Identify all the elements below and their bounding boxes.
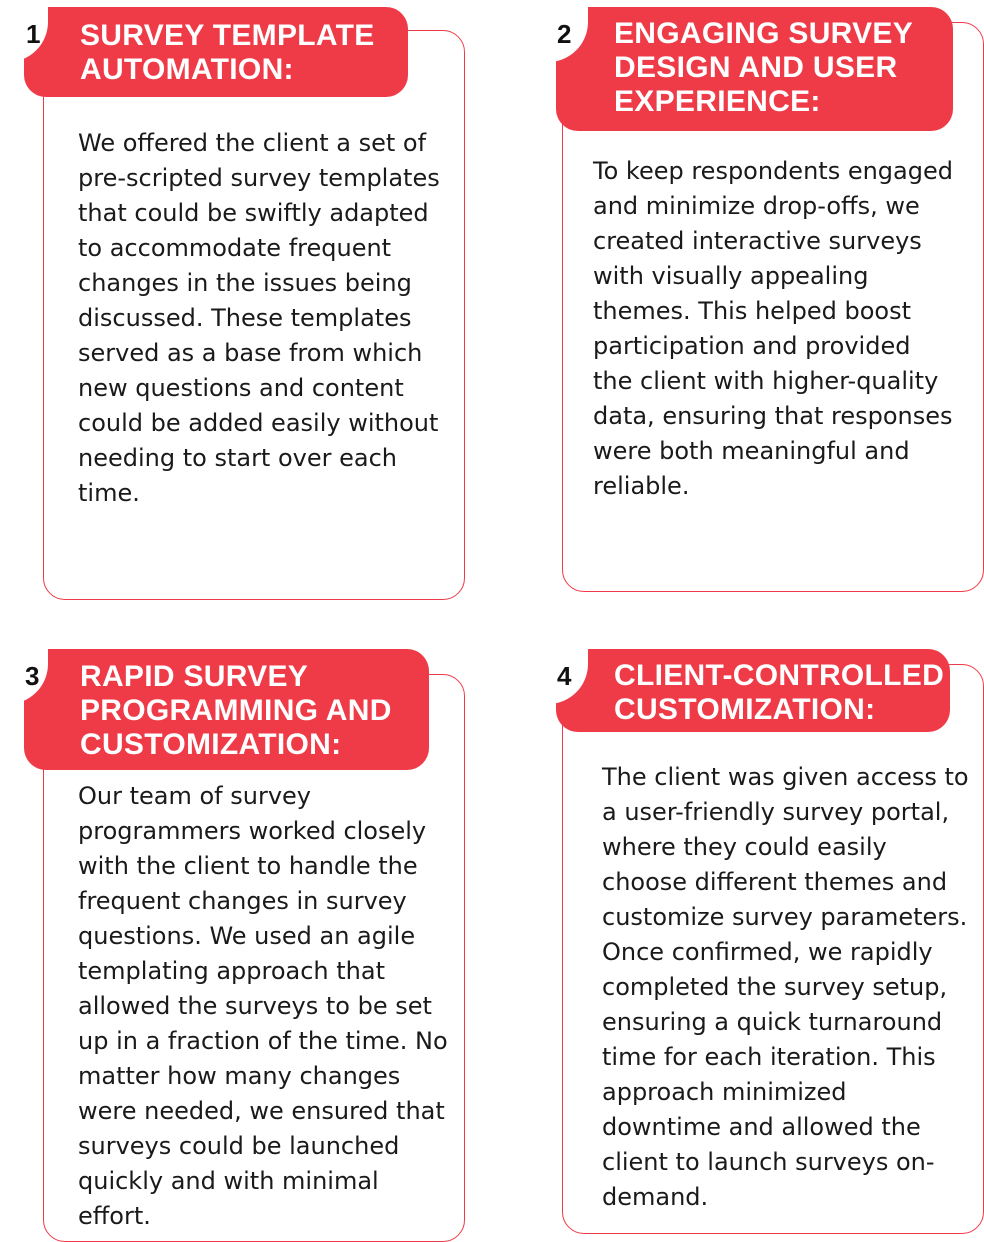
card-3-title: RAPID SURVEY PROGRAMMING AND CUSTOMIZATION: bbox=[80, 660, 392, 761]
card-3-number: 3 bbox=[25, 661, 40, 691]
card-1-title: SURVEY TEMPLATE AUTOMATION: bbox=[80, 19, 375, 86]
card-2-header bbox=[556, 7, 953, 131]
card-2-body: To keep respondents engaged and minimize drop-offs, we created interactive surveys with visually appealing themes. This helped boost participation and provided the client with higher-quality data, ensuring that responses were both meaningful and reliable. bbox=[593, 157, 953, 500]
card-4-header bbox=[556, 649, 950, 732]
card-2-title: ENGAGING SURVEY DESIGN AND USER EXPERIENCE: bbox=[614, 17, 914, 118]
card-3-body: Our team of survey programmers worked closely with the client to handle the frequent changes in survey questions. We used an agile templating approach that allowed the surveys to be set up in a fraction of the time. No matter how many changes were needed, we ensured that surveys could be launched quickly and with minimal effort. bbox=[78, 782, 448, 1230]
card-4-title: CLIENT-CONTROLLED CUSTOMIZATION: bbox=[614, 659, 945, 726]
card-1-header bbox=[24, 7, 408, 97]
card-1-number: 1 bbox=[26, 19, 41, 49]
card-4-number: 4 bbox=[557, 661, 572, 691]
card-1-body: We offered the client a set of pre-scripted survey templates that could be swiftly adapted to accommodate frequent changes in the issues being discussed. These templates served as a base from which new questions and content could be added easily without needing to start over each time. bbox=[78, 129, 440, 507]
card-3-header bbox=[24, 649, 429, 770]
card-4-body: The client was given access to a user-friendly survey portal, where they could easily choose different themes and customize survey parameters. Once confirmed, we rapidly completed the survey setup, ensuring a quick turnaround time for each iteration. This approach minimized downtime and allowed the client to launch surveys on- demand. bbox=[602, 763, 969, 1211]
card-2-number: 2 bbox=[557, 19, 572, 49]
